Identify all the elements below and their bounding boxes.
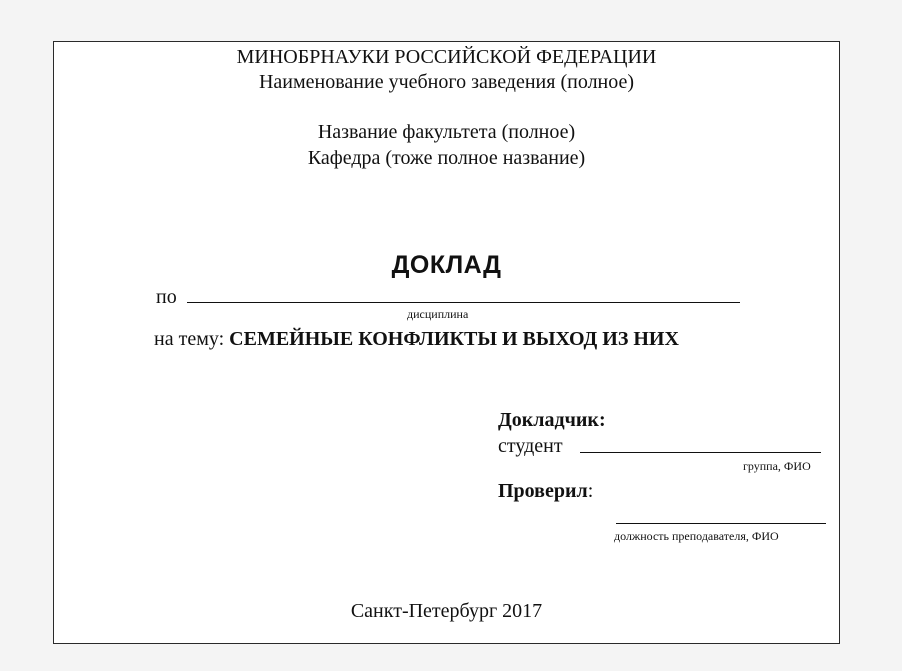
- discipline-underline: [187, 302, 740, 303]
- department-line: Кафедра (тоже полное название): [307, 147, 586, 169]
- ministry-line: МИНОБРНАУКИ РОССИЙСКОЙ ФЕДЕРАЦИИ: [236, 46, 657, 68]
- topic-title: СЕМЕЙНЫЕ КОНФЛИКТЫ И ВЫХОД ИЗ НИХ: [229, 328, 679, 350]
- institution-line: Наименование учебного заведения (полное): [258, 71, 635, 93]
- teacher-underline: [616, 523, 826, 524]
- city-year: Санкт-Петербург 2017: [350, 600, 543, 622]
- teacher-caption: должность преподавателя, ФИО: [614, 529, 779, 543]
- faculty-line: Название факультета (полное): [317, 121, 576, 143]
- topic-prefix: на тему:: [154, 328, 225, 350]
- group-name-caption: группа, ФИО: [743, 459, 811, 473]
- discipline-caption: дисциплина: [407, 307, 469, 321]
- student-underline: [580, 452, 821, 453]
- checker-line: [498, 479, 593, 503]
- student-label: студент: [498, 435, 563, 457]
- checker-colon: :: [587, 480, 594, 502]
- checker-label: Проверил: [498, 480, 588, 502]
- topic-line: [154, 327, 679, 351]
- title-page: [53, 41, 840, 644]
- presenter-label: Докладчик:: [498, 409, 606, 431]
- by-label: по: [156, 286, 177, 308]
- report-title: ДОКЛАД: [391, 251, 502, 279]
